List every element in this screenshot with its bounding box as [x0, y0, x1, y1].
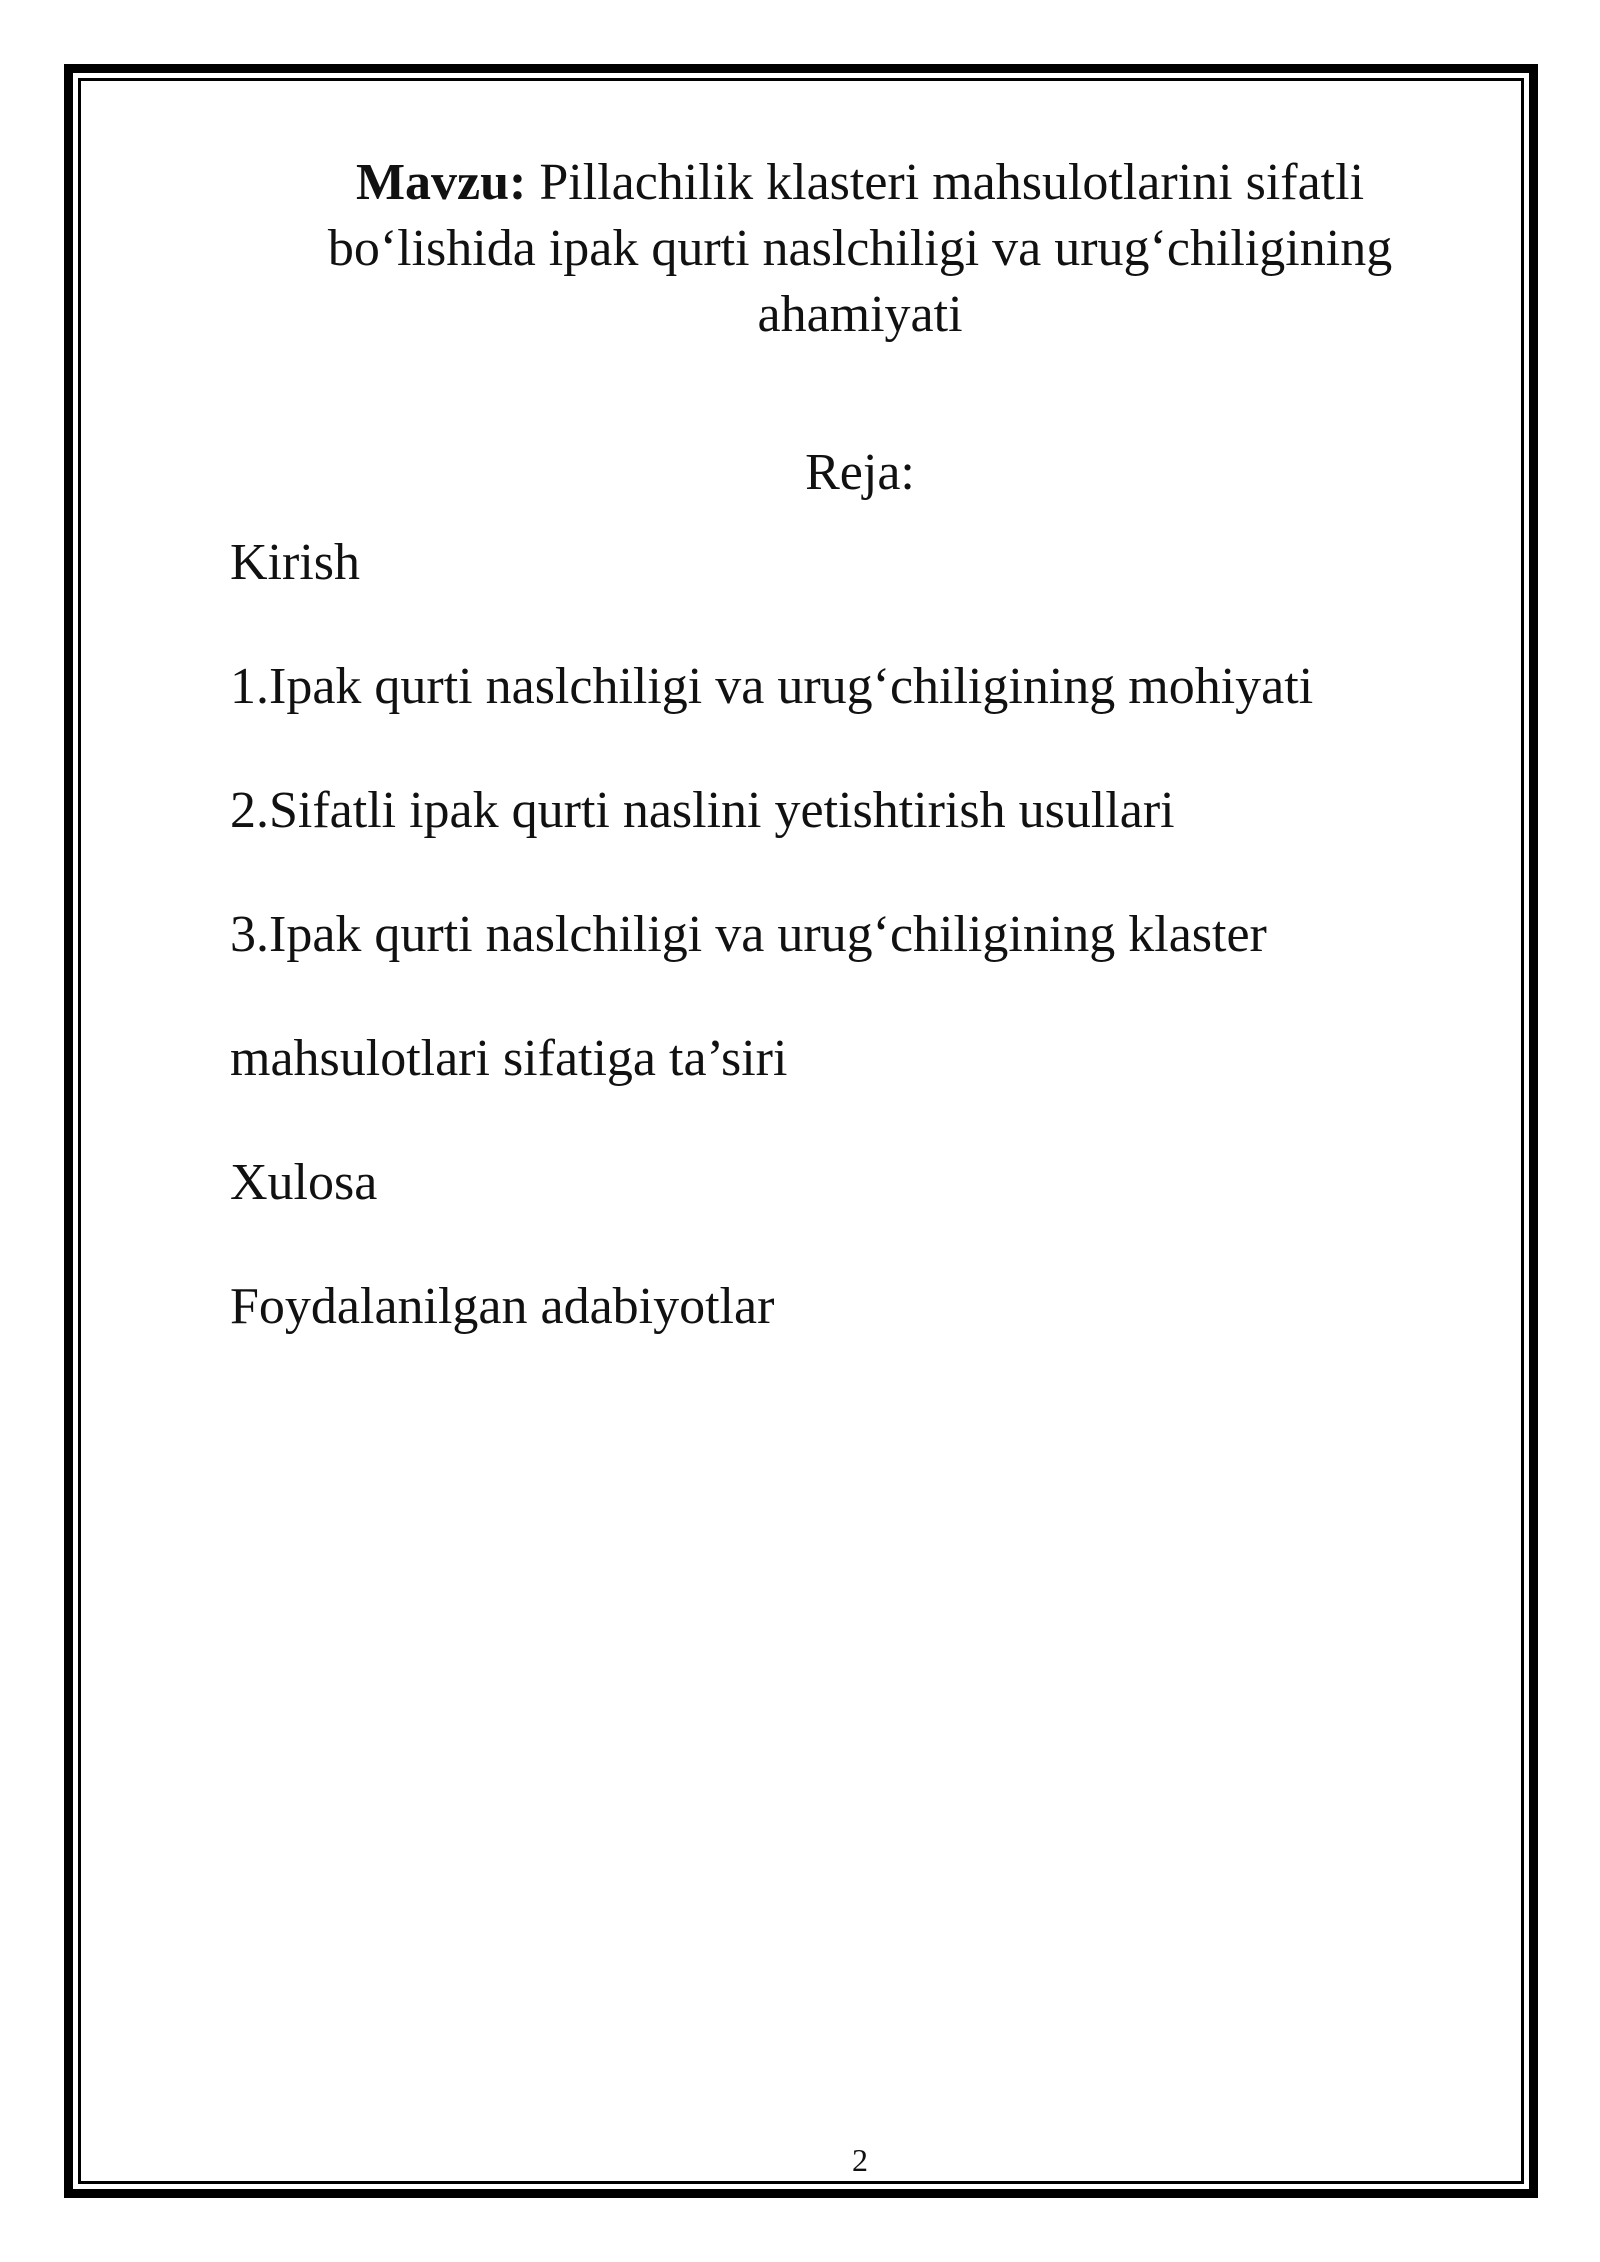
plan-item-references: Foydalanilgan adabiyotlar — [230, 1278, 775, 1335]
plan-item-3: 3.Ipak qurti naslchiligi va urug‘chiligining klaster — [230, 906, 1267, 963]
plan-heading: Reja: — [805, 444, 915, 501]
plan-item-intro: Kirish — [230, 534, 360, 591]
title-text: Pillachilik klasteri mahsulotlarini sifatli bo‘lishida ipak qurti naslchiligi va urug‘chiligining ahamiyati — [327, 154, 1393, 343]
plan-item-3-continued: mahsulotlari sifatiga ta’siri — [230, 1030, 788, 1087]
plan-item-conclusion: Xulosa — [230, 1154, 378, 1211]
page-border-inner — [78, 78, 1524, 2184]
page-number: 2 — [852, 2142, 868, 2178]
plan-item-2: 2.Sifatli ipak qurti naslini yetishtirish usullari — [230, 782, 1175, 839]
title-label: Mavzu: — [355, 154, 527, 211]
plan-item-1: 1.Ipak qurti naslchiligi va urug‘chiligining mohiyati — [230, 658, 1314, 715]
document-title — [290, 150, 1430, 348]
